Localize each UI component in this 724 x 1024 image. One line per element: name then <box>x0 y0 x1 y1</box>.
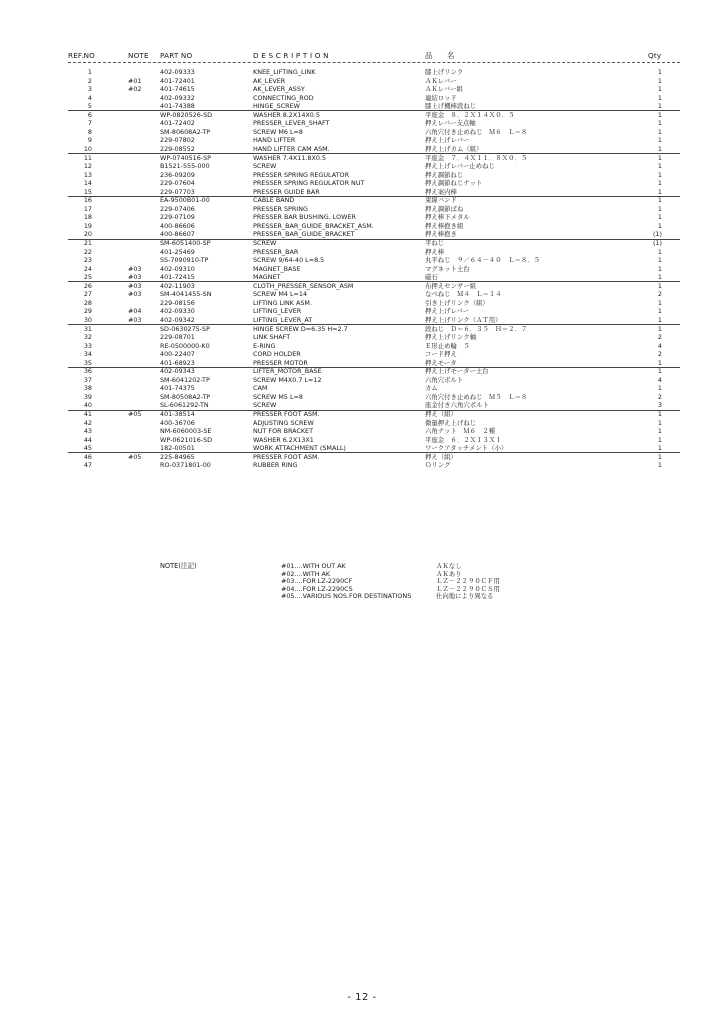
cell-part: WP-0621016-SD <box>160 435 213 444</box>
cell-qty: 1 <box>657 418 662 427</box>
cell-desc: LIFTING_LEVER <box>253 307 302 316</box>
cell-ref: 2 <box>87 76 92 85</box>
cell-jp: 膝上げ機棒段ねじ <box>425 102 477 111</box>
cell-desc: PRESSER FOOT ASM. <box>253 410 320 418</box>
cell-desc: CABLE BAND <box>253 196 295 205</box>
cell-qty: 1 <box>657 85 662 94</box>
cell-desc: NUT FOR BRACKET <box>253 427 313 436</box>
cell-desc: WASHER 6.2X13X1 <box>253 435 314 444</box>
cell-jp: Ｏリング <box>425 461 451 470</box>
cell-ref: 4 <box>87 93 92 102</box>
cell-qty: 1 <box>657 162 662 171</box>
cell-jp: 押え棒抱き組 <box>425 221 464 230</box>
cell-part: SM-80608A2-TP <box>160 127 211 136</box>
cell-part: 401-72415 <box>160 273 195 282</box>
cell-part: NM-6060003-SE <box>160 427 212 436</box>
cell-qty: 1 <box>657 273 662 282</box>
cell-desc: KNEE_LIFTING_LINK <box>253 68 316 76</box>
cell-ref: 24 <box>83 264 92 273</box>
cell-ref: 29 <box>83 307 92 316</box>
cell-jp: 押え調節ねじナット <box>425 179 483 188</box>
cell-desc: PRESSER_BAR_GUIDE_BRACKET_ASM. <box>253 221 374 230</box>
cell-part: SM-80508A2-TP <box>160 392 211 401</box>
cell-part: 401-68923 <box>160 358 195 367</box>
cell-jp: 段ねじ Ｄ＝６．３５ Ｈ＝２．７ <box>425 324 528 333</box>
cell-part: 229-07604 <box>160 179 195 188</box>
cell-jp: なべねじ Ｍ４ Ｌ＝１４ <box>425 290 502 299</box>
cell-ref: 23 <box>83 256 92 265</box>
cell-ref: 27 <box>83 290 92 299</box>
cell-note: #01 <box>128 76 142 85</box>
cell-qty: 1 <box>657 76 662 85</box>
cell-qty: 4 <box>657 341 662 350</box>
cell-qty: 1 <box>657 444 662 453</box>
cell-note: #03 <box>128 290 142 299</box>
cell-ref: 22 <box>83 247 92 256</box>
cell-desc: PRESSER SPRING <box>253 204 308 213</box>
cell-jp: 押え（組） <box>425 452 457 461</box>
cell-desc: AK_LEVER_ASSY <box>253 85 305 94</box>
cell-part: 402-09310 <box>160 264 195 273</box>
cell-jp: 平座金 ６．２Ｘ１３Ｘ１ <box>425 435 502 444</box>
cell-ref: 32 <box>83 333 92 342</box>
cell-part: 229-07109 <box>160 213 195 222</box>
cell-part: 402-09342 <box>160 315 195 324</box>
cell-ref: 25 <box>83 273 92 282</box>
cell-desc: LINK SHAFT <box>253 333 291 342</box>
cell-part: 402-09332 <box>160 93 195 102</box>
cell-jp: 引き上げリンク（組） <box>425 298 489 307</box>
cell-jp: 六角穴付き止めねじ Ｍ６ Ｌ＝８ <box>425 127 528 136</box>
header-japanese-name: 品 名 <box>425 51 455 60</box>
cell-note: #03 <box>128 264 142 273</box>
cell-jp: 六角穴付き止めねじ Ｍ５ Ｌ＝８ <box>425 392 528 401</box>
cell-qty: 1 <box>657 247 662 256</box>
cell-desc: HAND LIFTER CAM ASM. <box>253 144 330 153</box>
cell-part: 401-72401 <box>160 76 195 85</box>
cell-desc: PRESSER BAR BUSHING, LOWER <box>253 213 356 222</box>
cell-desc: MAGNET <box>253 273 281 282</box>
cell-qty: 1 <box>657 256 662 265</box>
cell-jp: 六角穴ボルト <box>425 375 464 384</box>
cell-jp: 押えモータ <box>425 358 457 367</box>
cell-jp: 磁石 <box>425 273 438 282</box>
cell-part: WP-0820526-SD <box>160 110 213 119</box>
cell-ref: 30 <box>83 315 92 324</box>
cell-qty: 1 <box>657 384 662 393</box>
cell-desc: HINGE_SCREW <box>253 102 300 111</box>
cell-desc: PRESSER FOOT ASM. <box>253 452 320 461</box>
cell-qty: 1 <box>657 153 662 162</box>
cell-ref: 26 <box>83 281 92 290</box>
cell-jp: 押え上げカム（組） <box>425 144 483 153</box>
cell-desc: HINGE SCREW D=6.35 H=2.7 <box>253 324 348 333</box>
cell-part: 400-22407 <box>160 350 195 359</box>
cell-desc: WORK ATTACHMENT (SMALL) <box>253 444 346 453</box>
note-code-text: #01....WITH OUT AK <box>281 562 346 570</box>
cell-desc: E-RING <box>253 341 276 350</box>
cell-part: 229-08552 <box>160 144 195 153</box>
cell-jp: 押え棒下メタル <box>425 213 470 222</box>
header-qty: Qty <box>648 51 662 60</box>
cell-jp: ＡＫレバー組 <box>425 85 463 94</box>
cell-qty: 1 <box>657 102 662 111</box>
cell-note: #03 <box>128 281 142 290</box>
cell-ref: 19 <box>83 221 92 230</box>
cell-ref: 13 <box>83 170 92 179</box>
cell-jp: 押え上げリンク軸 <box>425 333 476 342</box>
cell-part: 400-36706 <box>160 418 195 427</box>
cell-part: 401-74615 <box>160 85 195 94</box>
note-japanese-text: ＬＺ－２２９０ＣＦ用 <box>436 577 500 586</box>
cell-jp: カム <box>425 384 438 393</box>
cell-part: 236-09209 <box>160 170 195 179</box>
cell-qty: 2 <box>657 290 662 299</box>
cell-qty: 1 <box>657 358 662 367</box>
cell-part: 400-86607 <box>160 230 195 239</box>
cell-desc: WASHER 7.4X11.8X0.5 <box>253 153 327 162</box>
cell-qty: 1 <box>657 213 662 222</box>
cell-qty: 1 <box>657 170 662 179</box>
cell-desc: SCREW <box>253 162 277 171</box>
cell-part: 229-07703 <box>160 187 195 196</box>
cell-part: SL-6061292-TN <box>160 401 209 410</box>
cell-jp: 束線バンド <box>425 196 457 205</box>
cell-ref: 44 <box>83 435 92 444</box>
cell-ref: 20 <box>83 230 92 239</box>
cell-note: #05 <box>128 452 142 461</box>
cell-qty: 1 <box>657 307 662 316</box>
cell-desc: MAGNET_BASE <box>253 264 301 273</box>
cell-jp: 押え棒抱き <box>425 230 457 239</box>
cell-jp: 押え棒 <box>425 247 445 256</box>
cell-jp: 押え調節ねじ <box>425 170 464 179</box>
cell-ref: 14 <box>83 179 92 188</box>
cell-desc: LIFTER_MOTOR_BASE <box>253 367 322 376</box>
cell-qty: 1 <box>657 110 662 119</box>
notes-label: NOTE(注記) <box>160 562 197 570</box>
page-number: - 12 - <box>347 992 377 1003</box>
note-code-text: #03....FOR LZ-2290CF <box>281 577 353 586</box>
cell-jp: 押え上げレバー <box>425 136 470 145</box>
cell-jp: ワークアタッチメント（小） <box>425 444 508 453</box>
cell-desc: SCREW M6 L=8 <box>253 127 303 136</box>
cell-part: 401-38514 <box>160 410 195 418</box>
cell-desc: CONNECTING_ROD <box>253 93 314 102</box>
cell-jp: 平ねじ <box>425 239 445 247</box>
cell-qty: 1 <box>657 196 662 205</box>
header-part-no: PART NO <box>160 51 193 60</box>
cell-jp: 膝上げリンク <box>425 68 464 76</box>
cell-qty: 1 <box>657 281 662 290</box>
cell-note: #04 <box>128 307 142 316</box>
cell-ref: 3 <box>87 85 92 94</box>
cell-jp: 押え上げリンク（ＡＴ用） <box>425 315 502 324</box>
cell-part: 225-84965 <box>160 452 195 461</box>
cell-part: 229-08156 <box>160 298 195 307</box>
cell-ref: 47 <box>83 461 92 470</box>
cell-note: #02 <box>128 85 142 94</box>
cell-qty: 1 <box>657 452 662 461</box>
cell-qty: 1 <box>657 93 662 102</box>
cell-qty: 1 <box>657 187 662 196</box>
cell-desc: SCREW M5 L=8 <box>253 392 303 401</box>
cell-jp: 平座金 ７．４Ｘ１１．８Ｘ０．５ <box>425 153 528 162</box>
cell-part: EA-9500B01-00 <box>160 196 210 205</box>
cell-jp: 平座金 ８．２Ｘ１４Ｘ０．５ <box>425 110 515 119</box>
cell-ref: 37 <box>83 375 92 384</box>
cell-jp: ＡＫレバー <box>425 76 457 85</box>
cell-part: WP-0740516-SP <box>160 153 212 162</box>
note-japanese-text: ＡＫなし <box>436 562 462 570</box>
cell-qty: 1 <box>657 68 662 76</box>
cell-qty: 4 <box>657 375 662 384</box>
cell-ref: 16 <box>83 196 92 205</box>
cell-qty: 1 <box>657 298 662 307</box>
cell-qty: 1 <box>657 127 662 136</box>
cell-part: B1521-555-000 <box>160 162 210 171</box>
cell-qty: 1 <box>657 221 662 230</box>
cell-part: 401-74375 <box>160 384 195 393</box>
cell-desc: AK_LEVER <box>253 76 286 85</box>
cell-desc: PRESSER_LEVER_SHAFT <box>253 119 330 128</box>
cell-part: 182-00501 <box>160 444 195 453</box>
cell-qty: 2 <box>657 350 662 359</box>
cell-ref: 33 <box>83 341 92 350</box>
cell-qty: 1 <box>657 119 662 128</box>
cell-qty: 1 <box>657 427 662 436</box>
cell-desc: PRESSER_BAR <box>253 247 299 256</box>
cell-ref: 11 <box>83 153 92 162</box>
cell-ref: 38 <box>83 384 92 393</box>
cell-part: 229-08701 <box>160 333 195 342</box>
cell-desc: LIFTING LINK ASM. <box>253 298 312 307</box>
cell-part: 402-11903 <box>160 281 195 290</box>
cell-part: SM-6041202-TP <box>160 375 210 384</box>
cell-jp: 押え（組） <box>425 410 457 418</box>
cell-jp: 座金付き六角穴ボルト <box>425 401 489 410</box>
cell-part: 402-09330 <box>160 307 195 316</box>
cell-ref: 6 <box>87 110 92 119</box>
cell-qty: 1 <box>657 410 662 418</box>
note-code-text: #04....FOR LZ-2290CS <box>281 584 353 593</box>
cell-part: 402-09333 <box>160 68 195 76</box>
cell-part: SM-4041455-SN <box>160 290 212 299</box>
cell-qty: 1 <box>657 324 662 333</box>
cell-qty: 1 <box>657 179 662 188</box>
cell-ref: 1 <box>87 68 92 76</box>
cell-ref: 10 <box>83 144 92 153</box>
cell-part: RE-0500000-K0 <box>160 341 210 350</box>
cell-desc: SCREW M4X0.7 L=12 <box>253 375 322 384</box>
note-code-text: #05....VARIOUS NOS.FOR DESTINATIONS <box>281 592 412 601</box>
cell-part: 401-25469 <box>160 247 195 256</box>
cell-part: 401-72402 <box>160 119 195 128</box>
cell-jp: 六角ナット Ｍ６ ２種 <box>425 427 496 436</box>
cell-qty: (1) <box>652 239 662 247</box>
cell-desc: LIFTING_LEVER_AT <box>253 315 313 324</box>
note-japanese-text: ＬＺ－２２９０ＣＳ用 <box>436 584 500 593</box>
cell-jp: マグネット土台 <box>425 264 470 273</box>
cell-desc: PRESSER SPRING REGULATOR NUT <box>253 179 365 188</box>
cell-desc: PRESSER MOTOR <box>253 358 308 367</box>
cell-qty: 1 <box>657 461 662 470</box>
cell-note: #03 <box>128 315 142 324</box>
cell-desc: PRESSER_BAR_GUIDE_BRACKET <box>253 230 355 239</box>
cell-ref: 40 <box>83 401 92 410</box>
note-japanese-text: ＡＫあり <box>436 569 462 578</box>
cell-part: RO-0371801-00 <box>160 461 211 470</box>
cell-ref: 36 <box>83 367 92 376</box>
cell-desc: PRESSER SPRING REGULATOR <box>253 170 350 179</box>
cell-ref: 21 <box>83 239 92 247</box>
cell-desc: SCREW <box>253 239 277 247</box>
cell-part: 401-74388 <box>160 102 195 111</box>
header-ref-no: REF.NO <box>68 51 96 60</box>
cell-jp: 押え案内棒 <box>425 187 457 196</box>
cell-qty: (1) <box>652 230 662 239</box>
cell-desc: RUBBER RING <box>253 461 298 470</box>
cell-jp: 連結ロッド <box>425 93 457 102</box>
cell-desc: WASHER 8.2X14X0.5 <box>253 110 320 119</box>
cell-desc: CLOTH_PRESSER_SENSOR_ASM <box>253 281 354 290</box>
cell-ref: 45 <box>83 444 92 453</box>
cell-qty: 2 <box>657 333 662 342</box>
cell-part: SM-6051400-SP <box>160 239 211 247</box>
cell-part: 400-86606 <box>160 221 195 230</box>
cell-jp: 布押えセンサー組 <box>425 281 477 290</box>
cell-desc: ADJUSTING SCREW <box>253 418 314 427</box>
cell-part: 229-07406 <box>160 204 195 213</box>
cell-qty: 3 <box>657 401 662 410</box>
cell-part: 229-07802 <box>160 136 195 145</box>
cell-ref: 34 <box>83 350 92 359</box>
cell-ref: 42 <box>83 418 92 427</box>
cell-ref: 9 <box>87 136 92 145</box>
cell-note: #03 <box>128 273 142 282</box>
cell-qty: 1 <box>657 136 662 145</box>
cell-qty: 2 <box>657 392 662 401</box>
cell-desc: PRESSER GUIDE BAR <box>253 187 320 196</box>
cell-ref: 18 <box>83 213 92 222</box>
cell-ref: 46 <box>83 452 92 461</box>
cell-jp: 押え調節ばね <box>425 204 464 213</box>
cell-ref: 43 <box>83 427 92 436</box>
cell-ref: 7 <box>87 119 92 128</box>
cell-ref: 35 <box>83 358 92 367</box>
note-item <box>0 592 724 600</box>
cell-part: SD-0630275-SP <box>160 324 210 333</box>
cell-ref: 41 <box>83 410 92 418</box>
note-code-text: #02....WITH AK <box>281 569 331 578</box>
cell-ref: 39 <box>83 392 92 401</box>
cell-qty: 1 <box>657 144 662 153</box>
cell-desc: HAND LIFTER <box>253 136 296 145</box>
cell-qty: 1 <box>657 435 662 444</box>
cell-ref: 12 <box>83 162 92 171</box>
cell-qty: 1 <box>657 204 662 213</box>
cell-part: 402-09343 <box>160 367 195 376</box>
cell-jp: 微量押え上げねじ <box>425 418 477 427</box>
cell-note: #05 <box>128 410 142 418</box>
cell-ref: 8 <box>87 127 92 136</box>
cell-qty: 1 <box>657 315 662 324</box>
cell-jp: コード押え <box>425 350 457 359</box>
cell-ref: 17 <box>83 204 92 213</box>
cell-jp: Ｅ形止め輪 ５ <box>425 341 470 350</box>
cell-ref: 5 <box>87 102 92 111</box>
header-description: D E S C R I P T I O N <box>253 51 329 60</box>
cell-desc: SCREW M4 L=14 <box>253 290 308 299</box>
cell-ref: 28 <box>83 298 92 307</box>
cell-jp: 丸平ねじ ９／６４－４０ Ｌ＝８．５ <box>425 256 541 265</box>
table-row <box>0 461 724 470</box>
cell-part: SS-7090910-TP <box>160 256 209 265</box>
header-note: NOTE <box>128 51 149 60</box>
cell-desc: CAM <box>253 384 268 393</box>
cell-desc: SCREW 9/64-40 L=8.5 <box>253 256 325 265</box>
note-japanese-text: 仕向地により異なる <box>436 592 494 601</box>
cell-qty: 1 <box>657 367 662 376</box>
cell-qty: 1 <box>657 264 662 273</box>
header-divider <box>68 62 680 63</box>
cell-ref: 15 <box>83 187 92 196</box>
cell-jp: 押え上げレバー <box>425 307 470 316</box>
cell-desc: CORD HOLDER <box>253 350 301 359</box>
cell-desc: SCREW <box>253 401 277 410</box>
cell-ref: 31 <box>83 324 92 333</box>
cell-jp: 押え上げレバー止めねじ <box>425 162 495 171</box>
cell-jp: 押え上げモーター土台 <box>425 367 489 376</box>
cell-jp: 押えレバー支点軸 <box>425 119 476 128</box>
